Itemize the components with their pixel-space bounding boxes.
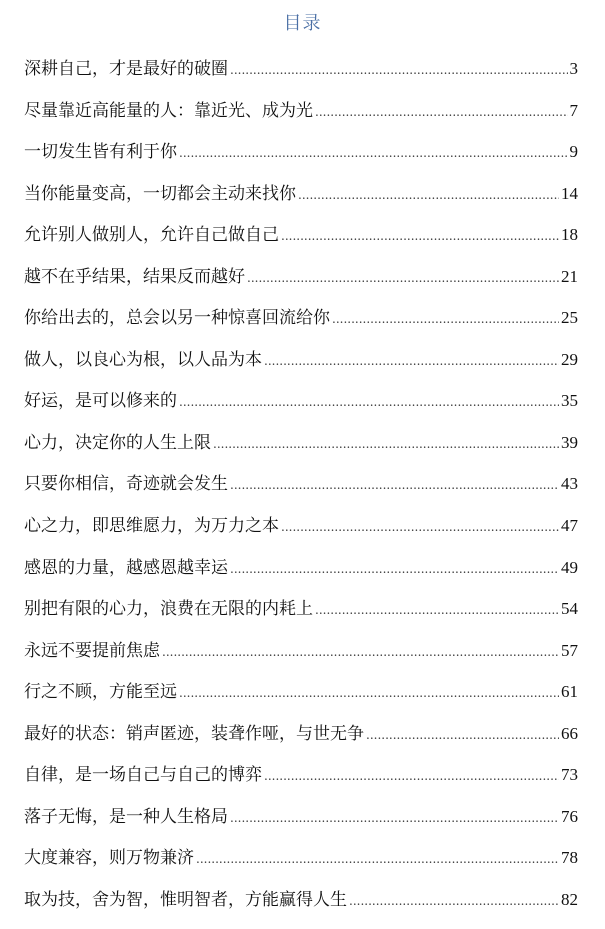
toc-entry-14[interactable] <box>24 588 578 630</box>
toc-entry-text: 最好的状态：销声匿迹，装聋作哑，与世无争 <box>24 723 364 744</box>
toc-entry-4[interactable] <box>24 173 578 215</box>
toc-entry-text: 你给出去的，总会以另一种惊喜回流给你 <box>24 308 330 329</box>
leader-dots <box>213 424 559 466</box>
toc-entry-page: 47 <box>561 516 578 536</box>
toc-entry-page: 21 <box>561 266 578 286</box>
leader-dots <box>196 839 559 881</box>
leader-dots <box>179 133 568 175</box>
toc-entry-9[interactable] <box>24 380 578 422</box>
toc-entry-8[interactable] <box>24 339 578 381</box>
toc-entry-text: 心之力，即思维愿力，为万力之本 <box>24 516 279 537</box>
toc-entry-16[interactable] <box>24 671 578 713</box>
toc-entry-text: 越不在乎结果，结果反而越好 <box>24 266 245 287</box>
toc-entry-page: 57 <box>561 640 578 660</box>
toc-entry-text: 允许别人做别人，允许自己做自己 <box>24 225 279 246</box>
toc-entry-page: 43 <box>561 474 578 494</box>
toc-entry-page: 73 <box>561 765 578 785</box>
toc-entry-text: 自律，是一场自己与自己的博弈 <box>24 765 262 786</box>
toc-entry-12[interactable] <box>24 505 578 547</box>
toc-entry-13[interactable] <box>24 547 578 589</box>
toc-entry-page: 9 <box>569 142 578 162</box>
toc-entry-page: 35 <box>561 391 578 411</box>
leader-dots <box>247 258 559 300</box>
leader-dots <box>230 798 559 840</box>
toc-entry-page: 29 <box>561 349 578 369</box>
leader-dots <box>179 382 559 424</box>
toc-entry-15[interactable] <box>24 630 578 672</box>
toc-entry-7[interactable] <box>24 297 578 339</box>
leader-dots <box>264 756 559 798</box>
toc-entry-text: 大度兼容，则万物兼济 <box>24 848 194 869</box>
toc-entry-text: 永远不要提前焦虑 <box>24 640 160 661</box>
leader-dots <box>230 465 559 507</box>
toc-entry-19[interactable] <box>24 796 578 838</box>
leader-dots <box>179 673 559 715</box>
leader-dots <box>281 507 559 549</box>
leader-dots <box>162 632 559 674</box>
leader-dots <box>349 881 559 923</box>
toc-entry-page: 78 <box>561 848 578 868</box>
leader-dots <box>298 175 559 217</box>
leader-dots <box>264 341 559 383</box>
toc-entry-page: 25 <box>561 308 578 328</box>
toc-entry-1[interactable] <box>24 48 578 90</box>
leader-dots <box>315 92 568 134</box>
toc-entry-text: 行之不顾，方能至远 <box>24 682 177 703</box>
toc-entry-text: 深耕自己，才是最好的破圈 <box>24 59 228 79</box>
toc-entry-20[interactable] <box>24 837 578 879</box>
toc-entry-3[interactable] <box>24 131 578 173</box>
leader-dots <box>315 590 559 632</box>
toc-entry-text: 心力，决定你的人生上限 <box>24 432 211 453</box>
toc-entry-page: 49 <box>561 557 578 577</box>
toc-entry-text: 只要你相信，奇迹就会发生 <box>24 474 228 495</box>
toc-entry-text: 感恩的力量，越感恩越幸运 <box>24 557 228 578</box>
toc-entry-text: 落子无悔，是一种人生格局 <box>24 806 228 827</box>
toc-entry-page: 82 <box>561 889 578 909</box>
toc-entry-page: 76 <box>561 806 578 826</box>
toc-entry-page: 61 <box>561 682 578 702</box>
toc-entry-page: 3 <box>569 59 578 78</box>
toc-entry-text: 好运，是可以修来的 <box>24 391 177 412</box>
toc-entry-17[interactable] <box>24 713 578 755</box>
toc-entry-page: 14 <box>561 183 578 203</box>
toc-entry-10[interactable] <box>24 422 578 464</box>
toc-entry-21[interactable] <box>24 879 578 921</box>
leader-dots <box>332 299 559 341</box>
toc-entry-text: 做人，以良心为根，以人品为本 <box>24 349 262 370</box>
toc-entry-page: 7 <box>569 100 578 120</box>
leader-dots <box>230 50 568 92</box>
toc-entry-text: 别把有限的心力，浪费在无限的内耗上 <box>24 599 313 620</box>
leader-dots <box>281 216 559 258</box>
toc-entry-page: 18 <box>561 225 578 245</box>
toc-entry-11[interactable] <box>24 463 578 505</box>
toc-entry-text: 一切发生皆有利于你 <box>24 142 177 163</box>
toc-entry-text: 取为技，舍为智，惟明智者，方能赢得人生 <box>24 889 347 910</box>
toc-entry-text: 当你能量变高，一切都会主动来找你 <box>24 183 296 204</box>
toc-entry-page: 66 <box>561 723 578 743</box>
toc-entry-6[interactable] <box>24 256 578 298</box>
toc-title: 目录 <box>283 13 322 34</box>
toc-list <box>24 48 578 920</box>
toc-entry-2[interactable] <box>24 90 578 132</box>
leader-dots <box>366 715 559 757</box>
toc-entry-page: 39 <box>561 432 578 452</box>
toc-entry-text: 尽量靠近高能量的人：靠近光、成为光 <box>24 100 313 121</box>
leader-dots <box>230 549 559 591</box>
toc-entry-18[interactable] <box>24 754 578 796</box>
toc-entry-page: 54 <box>561 599 578 619</box>
toc-entry-5[interactable] <box>24 214 578 256</box>
